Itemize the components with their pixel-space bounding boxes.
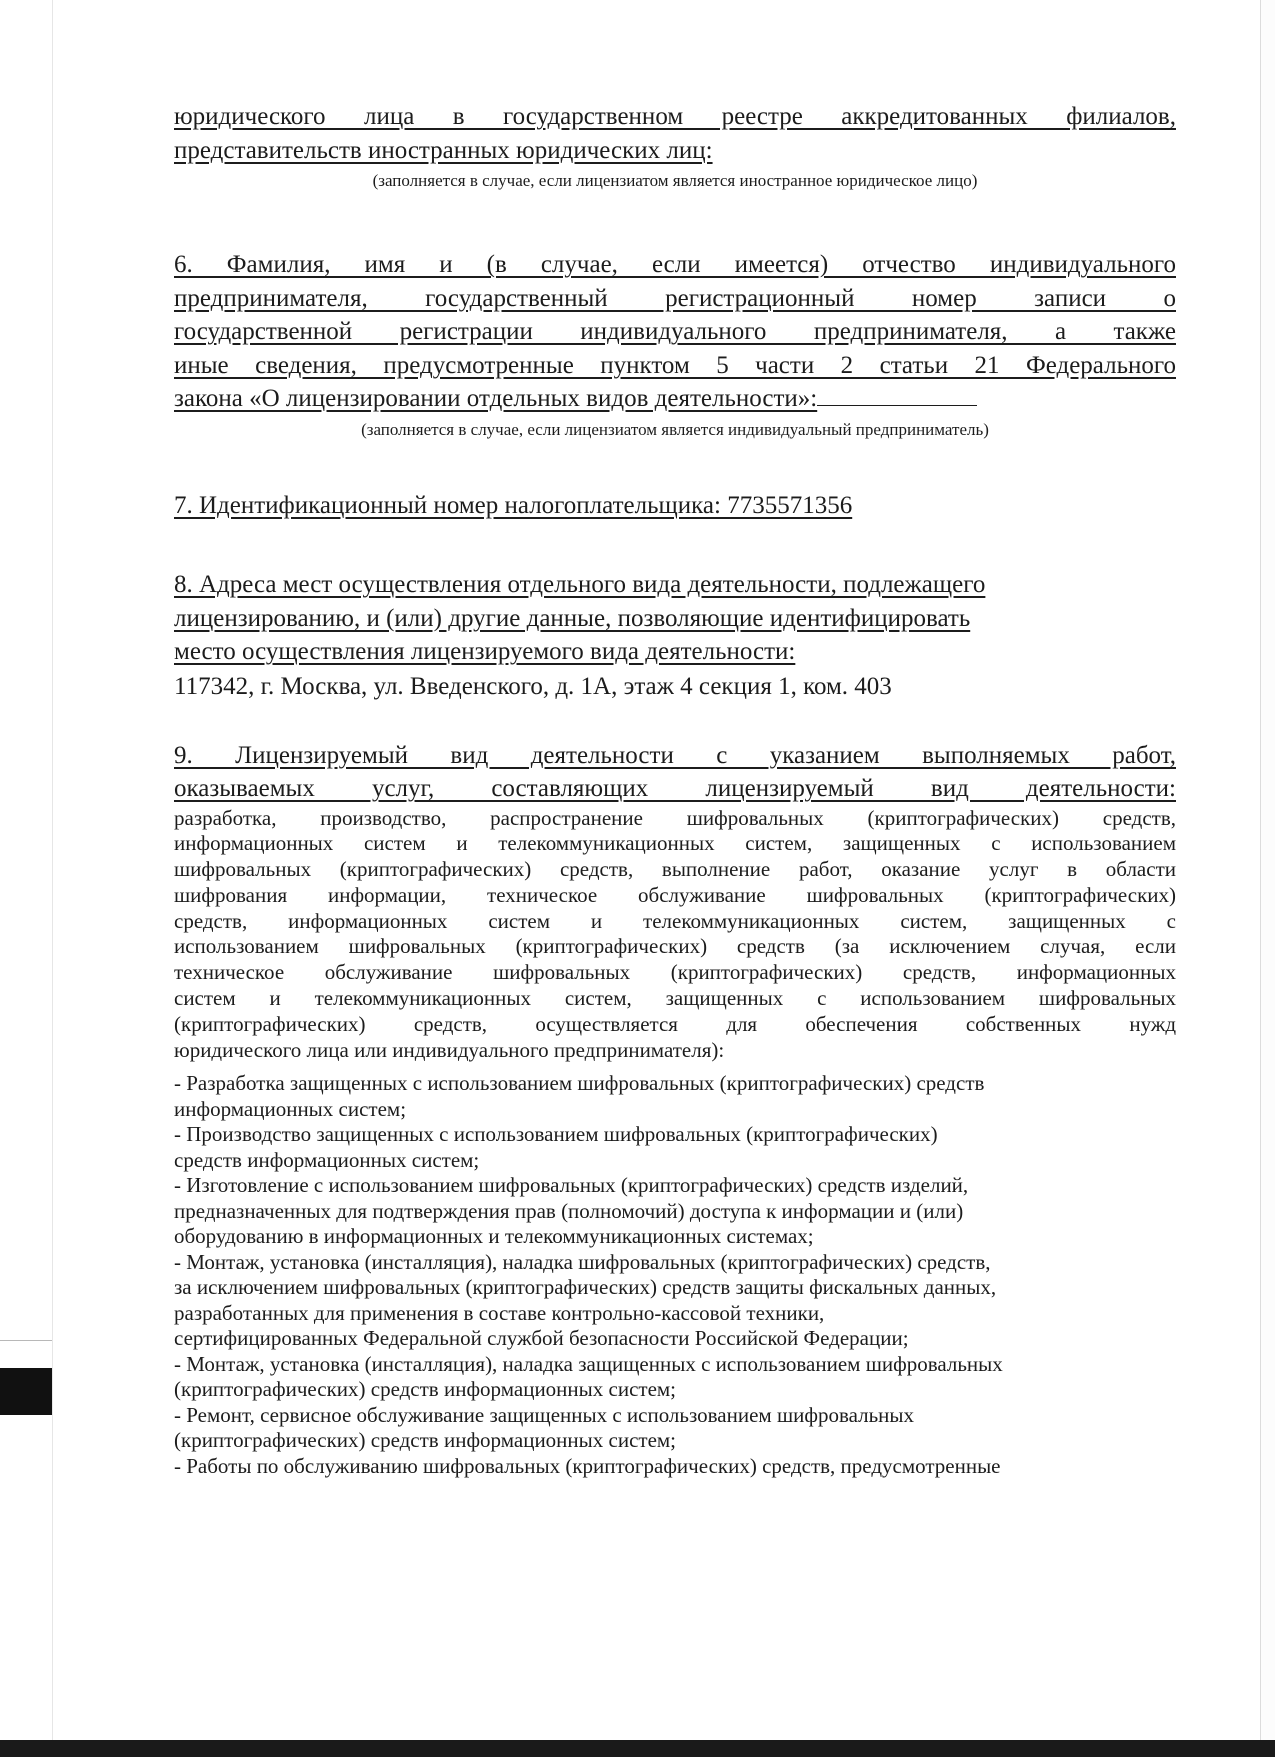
section-9-body-line: юридического лица или индивидуального предпринимателя): bbox=[174, 1037, 725, 1062]
section-6-line-last bbox=[174, 382, 1176, 416]
section-9-heading bbox=[174, 739, 1176, 806]
section-6-line: государственной регистрации индивидуального предпринимателя, а также bbox=[174, 318, 1176, 345]
section-9-body-line: информационных систем и телекоммуникационных систем, защищенных с использованием bbox=[174, 831, 1176, 856]
section-8-line: место осуществления лицензируемого вида деятельности: bbox=[174, 638, 796, 665]
section-8-address: 117342, г. Москва, ул. Введенского, д. 1А, этаж 4 секция 1, ком. 403 bbox=[174, 672, 892, 700]
section-9-body-line: средств, информационных систем и телекоммуникационных систем, защищенных с bbox=[174, 908, 1176, 933]
list-item: - Ремонт, сервисное обслуживание защищенных с использованием шифровальных (криптографических) средств информационных систем; bbox=[174, 1402, 915, 1453]
list-item: - Работы по обслуживанию шифровальных (криптографических) средств, предусмотренные bbox=[174, 1453, 1001, 1478]
section-9-body-line: разработка, производство, распространение шифровальных (криптографических) средств, bbox=[174, 805, 1176, 830]
section-6-line: иные сведения, предусмотренные пунктом 5 части 2 статьи 21 Федерального bbox=[174, 351, 1176, 379]
section-9 bbox=[174, 739, 1176, 1480]
list-item: - Монтаж, установка (инсталляция), наладка защищенных с использованием шифровальных (криптографических) средств информационных систем; bbox=[174, 1351, 1003, 1402]
section-6 bbox=[174, 248, 1176, 441]
section-9-body-line: шифрования информации, техническое обслуживание шифровальных (криптографических) bbox=[174, 882, 1176, 907]
section-6-line: предпринимателя, государственный регистрационный номер записи о bbox=[174, 284, 1176, 312]
list-item: - Монтаж, установка (инсталляция), наладка шифровальных (криптографических) средств, за исключением шифровальных (криптографических) средств защиты фискальных данных, разработанных для применения в составе контрольно-кассовой техники, сертифицированных Федеральной службой безопасности Российской Федерации; bbox=[174, 1249, 997, 1351]
section-9-body bbox=[174, 806, 1176, 1064]
section-8-heading bbox=[174, 568, 1176, 669]
section-9-body-line: техническое обслуживание шифровальных (криптографических) средств, информационных bbox=[174, 960, 1176, 985]
section-6-line-text: закона «О лицензировании отдельных видов деятельности»: bbox=[174, 385, 818, 412]
section-5-line: представительств иностранных юридических лиц: bbox=[174, 136, 713, 164]
section-9-body-line: использованием шифровальных (криптографических) средств (за исключением случая, если bbox=[174, 934, 1176, 959]
scan-artifact-line bbox=[0, 1340, 52, 1341]
section-6-line: 6. Фамилия, имя и (в случае, если имеется) отчество индивидуального bbox=[174, 251, 1176, 278]
section-9-body-line: (криптографических) средств, осуществляется для обеспечения собственных нужд bbox=[174, 1011, 1176, 1036]
section-9-body-line: систем и телекоммуникационных систем, защищенных с использованием шифровальных bbox=[174, 986, 1176, 1011]
section-5-note: (заполняется в случае, если лицензиатом является иностранное юридическое лицо) bbox=[372, 171, 978, 190]
list-item: - Изготовление с использованием шифровальных (криптографических) средств изделий, предназначенных для подтверждения прав (полномочий) доступа к информации и (или) оборудованию в информационных и телекоммуникационных системах; bbox=[174, 1173, 969, 1249]
scan-left-margin bbox=[0, 0, 53, 1757]
section-5-heading bbox=[174, 100, 1176, 167]
scan-artifact-mark bbox=[0, 1368, 52, 1415]
section-9-body-line: шифровальных (криптографических) средств, выполнение работ, оказание услуг в области bbox=[174, 857, 1176, 882]
section-5-line: юридического лица в государственном реестре аккредитованных филиалов, bbox=[174, 103, 1176, 130]
section-6-heading bbox=[174, 248, 1176, 416]
blank-fill-line bbox=[817, 404, 977, 406]
activity-list bbox=[174, 1071, 1176, 1479]
document-page bbox=[174, 100, 1176, 1479]
section-7 bbox=[174, 489, 1176, 523]
list-item: - Производство защищенных с использованием шифровальных (криптографических) средств информационных систем; bbox=[174, 1122, 938, 1172]
list-item: - Разработка защищенных с использованием шифровальных (криптографических) средств информационных систем; bbox=[174, 1071, 985, 1121]
scan-right-margin bbox=[1260, 0, 1275, 1740]
section-7-text: 7. Идентификационный номер налогоплательщика: 7735571356 bbox=[174, 491, 853, 519]
section-9-heading-line: оказываемых услуг, составляющих лицензируемый вид деятельности: bbox=[174, 775, 1176, 802]
section-9-heading-line: 9. Лицензируемый вид деятельности с указанием выполняемых работ, bbox=[174, 741, 1176, 769]
section-8 bbox=[174, 568, 1176, 703]
section-8-line: 8. Адреса мест осуществления отдельного вида деятельности, подлежащего bbox=[174, 571, 986, 598]
section-8-line: лицензированию, и (или) другие данные, позволяющие идентифицировать bbox=[174, 604, 971, 632]
section-5 bbox=[174, 100, 1176, 192]
section-6-note: (заполняется в случае, если лицензиатом является индивидуальный предприниматель) bbox=[361, 419, 989, 439]
scan-bottom-edge bbox=[0, 1740, 1275, 1757]
section-7-heading bbox=[174, 489, 1176, 523]
